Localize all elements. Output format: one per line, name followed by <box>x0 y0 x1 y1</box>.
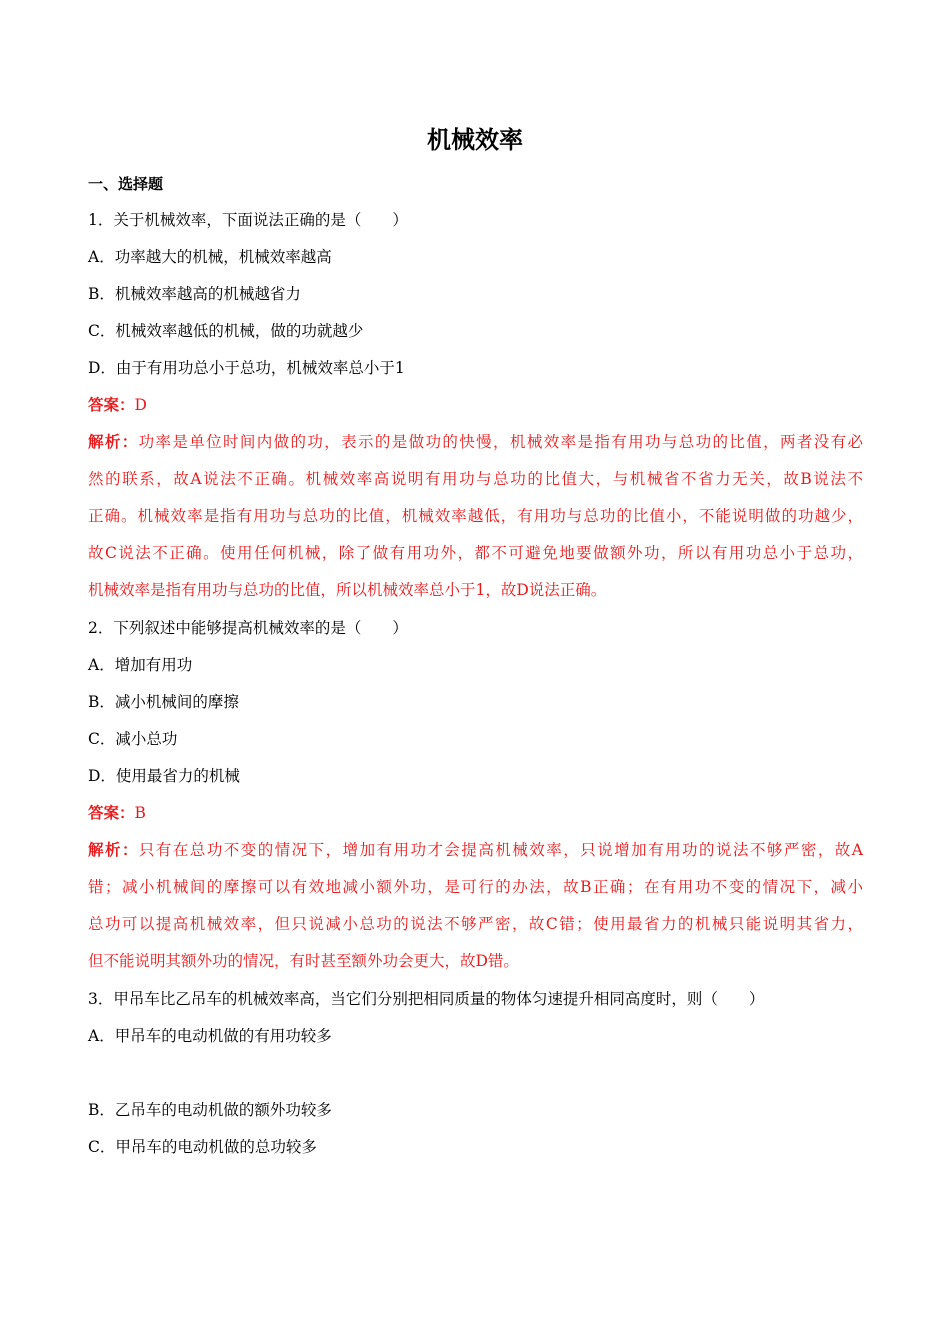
question-3-option-b: B．乙吊车的电动机做的额外功较多 <box>88 1101 332 1119</box>
page-title: 机械效率 <box>427 126 523 154</box>
analysis-line: 只有在总功不变的情况下，增加有用功才会提高机械效率，只说增加有用功的说法不够严密，故A <box>138 841 863 859</box>
analysis-line: 总功可以提高机械效率，但只说减小总功的说法不够严密，故C错；使用最省力的机械只能说明其省力， <box>88 915 863 933</box>
analysis-line: 错；减小机械间的摩擦可以有效地减小额外功，是可行的办法，故B正确；在有用功不变的情况下，减小 <box>88 878 863 896</box>
question-2-option-b: B．减小机械间的摩擦 <box>88 693 239 711</box>
question-1-stem: 1．关于机械效率，下面说法正确的是（ ） <box>88 211 408 229</box>
question-2-analysis <box>88 840 863 988</box>
question-1-option-d: D．由于有用功总小于总功，机械效率总小于1 <box>88 359 405 377</box>
analysis-line: 故C说法不正确。使用任何机械，除了做有用功外，都不可避免地要做额外功，所以有用功总小于总功， <box>88 544 863 562</box>
question-3-stem: 3．甲吊车比乙吊车的机械效率高，当它们分别把相同质量的物体匀速提升相同高度时，则（ ） <box>88 990 765 1008</box>
answer-value: D <box>134 396 147 414</box>
question-1-option-c: C．机械效率越低的机械，做的功就越少 <box>88 322 364 340</box>
analysis-line: 机械效率是指有用功与总功的比值，所以机械效率总小于1，故D说法正确。 <box>88 581 607 599</box>
answer-label: 答案： <box>88 803 135 822</box>
question-2-option-d: D．使用最省力的机械 <box>88 767 240 785</box>
analysis-line: 但不能说明其额外功的情况，有时甚至额外功会更大，故D错。 <box>88 952 519 970</box>
question-1-analysis <box>88 432 863 617</box>
question-1-option-b: B．机械效率越高的机械越省力 <box>88 285 301 303</box>
question-2-option-a: A．增加有用功 <box>88 656 193 674</box>
section-heading: 一、选择题 <box>88 175 164 193</box>
analysis-line: 正确。机械效率是指有用功与总功的比值，机械效率越低，有用功与总功的比值小，不能说明做的功越少， <box>88 507 863 525</box>
question-1-option-a: A．功率越大的机械，机械效率越高 <box>88 248 332 266</box>
question-2-stem: 2．下列叙述中能够提高机械效率的是（ ） <box>88 619 408 637</box>
answer-label: 答案： <box>88 395 135 414</box>
answer-value: B <box>134 804 146 822</box>
question-3-option-a: A．甲吊车的电动机做的有用功较多 <box>88 1027 332 1045</box>
question-3-option-c: C．甲吊车的电动机做的总功较多 <box>88 1138 317 1156</box>
analysis-line: 功率是单位时间内做的功，表示的是做功的快慢，机械效率是指有用功与总功的比值，两者没有必 <box>138 433 863 451</box>
question-2-answer <box>88 803 146 823</box>
analysis-label: 解析： <box>88 840 139 859</box>
analysis-label: 解析： <box>88 432 139 451</box>
question-1-answer <box>88 395 147 415</box>
analysis-line: 然的联系，故A说法不正确。机械效率高说明有用功与总功的比值大，与机械省不省力无关，故B说法不 <box>88 470 863 488</box>
question-2-option-c: C．减小总功 <box>88 730 178 748</box>
